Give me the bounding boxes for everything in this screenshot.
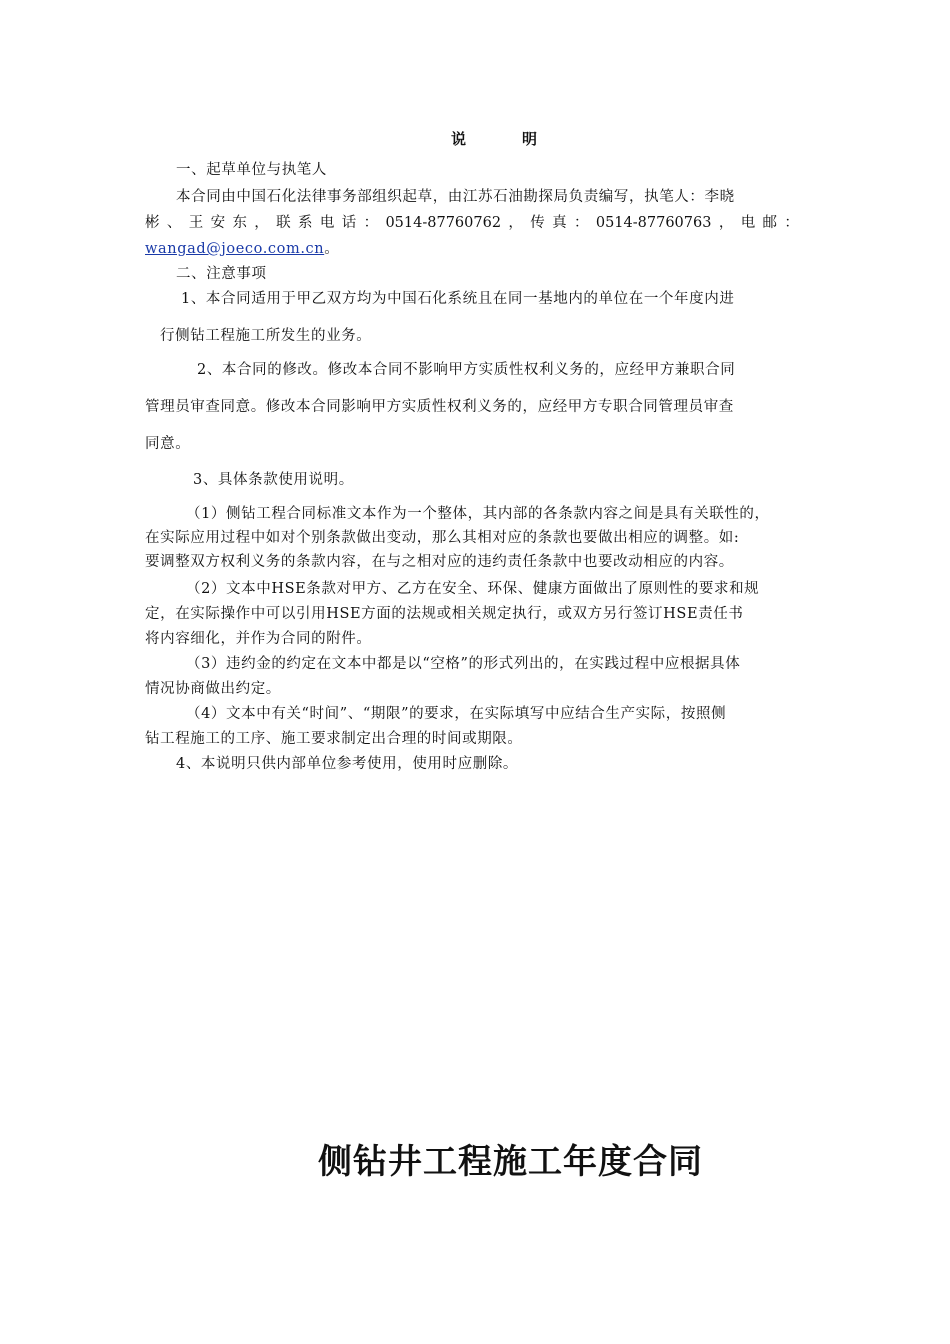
contact-part: ： [363,215,379,231]
sub1-line1: （1）侧钻工程合同标准文本作为一个整体，其内部的各条款内容之间是具有关联性的， [186,506,770,522]
contact-part: ， [718,215,734,231]
item2-line3: 同意。 [145,436,191,452]
item1-line2: 行侧钻工程施工所发生的业务。 [160,328,372,344]
contact-part: 彬 [145,215,160,231]
section1-heading: 一、起草单位与执笔人 [176,162,327,178]
item2-line2: 管理员审查同意。修改本合同影响甲方实质性权利义务的，应经甲方专职合同管理员审查 [145,399,734,415]
contact-part: ， [254,215,269,231]
contact-part: ： [784,215,799,231]
item2-line1: 2、本合同的修改。修改本合同不影响甲方实质性权利义务的，应经甲方兼职合同 [197,362,736,378]
item1-line1: 1、本合同适用于甲乙双方均为中国石化系统且在同一基地内的单位在一个年度内进 [181,291,735,307]
contract-title: 侧钻井工程施工年度合同 [318,1142,703,1182]
sub2-line3: 将内容细化，并作为合同的附件。 [145,631,372,647]
page-title [0,128,950,149]
contact-part: 系 [298,215,313,231]
title-char-left: 说 [450,130,468,148]
title-char-right: 明 [522,130,540,148]
contact-part: 东 [232,215,247,231]
item3-heading: 3、具体条款使用说明。 [193,472,354,488]
contact-part: 邮 [762,215,778,231]
item4: 4、本说明只供内部单位参考使用，使用时应删除。 [176,756,519,772]
sub3-line2: 情况协商做出约定。 [145,681,281,697]
email-line [145,240,339,258]
contact-part: 0514-87760763 [595,215,712,231]
contact-part: 王 [188,215,204,231]
sub1-line2: 在实际应用过程中如对个别条款做出变动，那么其相对应的条款也要做出相应的调整。如: [145,530,740,546]
contact-part: 真 [552,215,567,231]
section1-line1: 本合同由中国石化法律事务部组织起草，由江苏石油勘探局负责编写，执笔人：李晓 [176,189,735,205]
contact-part: 电 [740,215,756,231]
contact-part: 安 [210,215,226,231]
contact-part: 电 [319,215,335,231]
section2-heading: 二、注意事项 [176,266,267,282]
contact-part: 话 [341,215,357,231]
sub3-line1: （3）违约金的约定在文本中都是以“空格”的形式列出的，在实践过程中应根据具体 [186,656,741,672]
contact-part: 0514-87760762 [385,215,502,231]
sub4-line2: 钻工程施工的工序、施工要求制定出合理的时间或期限。 [145,731,523,747]
contact-part: 、 [166,215,182,231]
email-suffix: 。 [324,241,340,257]
contact-part: ， [508,215,523,231]
contact-part: 联 [276,215,291,231]
sub2-line1: （2）文本中HSE条款对甲方、乙方在安全、环保、健康方面做出了原则性的要求和规 [186,581,760,597]
contact-part: 传 [530,215,545,231]
email-link[interactable]: wangad@joeco.com.cn [145,241,325,257]
section1-line2 [145,214,799,232]
sub4-line1: （4）文本中有关“时间”、“期限”的要求，在实际填写中应结合生产实际，按照侧 [186,706,727,722]
sub2-line2: 定，在实际操作中可以引用HSE方面的法规或相关规定执行，或双方另行签订HSE责任书 [145,606,744,622]
contact-part: ： [574,215,589,231]
sub1-line3: 要调整双方权利义务的条款内容，在与之相对应的违约责任条款中也要改动相应的内容。 [145,554,734,570]
